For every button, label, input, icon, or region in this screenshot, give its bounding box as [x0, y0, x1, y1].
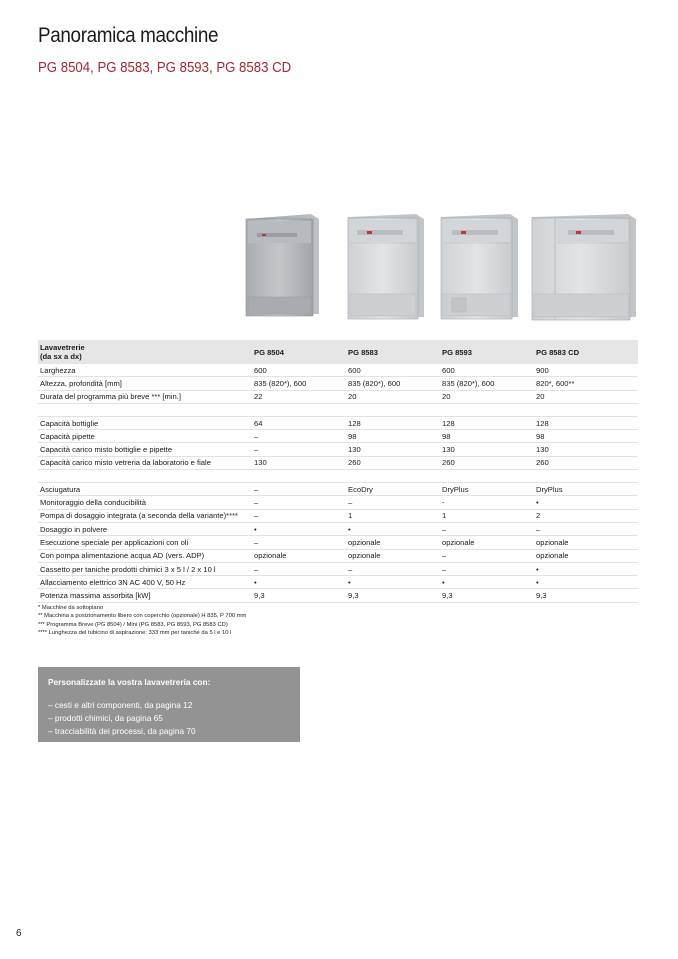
cell-value: •	[252, 576, 346, 589]
machine-pg8583cd	[532, 214, 636, 320]
cell-value: 130	[346, 443, 440, 456]
cell-value: •	[534, 562, 638, 575]
cell-value: 600	[252, 364, 346, 377]
cell-value: 9,3	[440, 589, 534, 602]
row-label: Con pompa alimentazione acqua AD (vers. ADP)	[38, 549, 252, 562]
cell-value: –	[252, 509, 346, 522]
table-row	[38, 522, 638, 535]
cell-value: •	[440, 576, 534, 589]
cell-value: 22	[252, 390, 346, 403]
table-row	[38, 364, 638, 377]
row-label: Esecuzione speciale per applicazioni con oli	[38, 536, 252, 549]
footnotes	[38, 604, 246, 637]
cell-value: •	[346, 522, 440, 535]
cell-value: 1	[440, 509, 534, 522]
table-row	[38, 456, 638, 469]
machine-pg8504	[246, 214, 319, 316]
row-label: Monitoraggio della conducibilità	[38, 496, 252, 509]
cell-value: 900	[534, 364, 638, 377]
table-row	[38, 377, 638, 390]
row-label: Cassetto per taniche prodotti chimici 3 x 5 l / 2 x 10 l	[38, 562, 252, 575]
cell-value: 9,3	[346, 589, 440, 602]
table-row	[38, 496, 638, 509]
cell-value: –	[346, 562, 440, 575]
customization-heading: Personalizzate la vostra lavavetreria con:	[48, 677, 211, 687]
cell-value: 130	[252, 456, 346, 469]
cell-value: 20	[534, 390, 638, 403]
table-row	[38, 562, 638, 575]
customization-item: – cesti e altri componenti, da pagina 12	[48, 700, 193, 710]
cell-value: opzionale	[346, 549, 440, 562]
cell-value: 64	[252, 416, 346, 429]
cell-value: 260	[440, 456, 534, 469]
table-row	[38, 576, 638, 589]
cell-value: 260	[346, 456, 440, 469]
footnote: ** Macchina a posizionamento libero con coperchio (opzionale) H 835, P 700 mm	[38, 613, 247, 620]
page-subtitle: PG 8504, PG 8583, PG 8593, PG 8583 CD	[38, 59, 292, 76]
cell-value: 20	[346, 390, 440, 403]
row-label: Pompa di dosaggio integrata (a seconda della variante)****	[38, 509, 252, 522]
row-label: Potenza massima assorbita [kW]	[38, 589, 252, 602]
customization-item: – prodotti chimici, da pagina 65	[48, 713, 163, 723]
table-row	[38, 390, 638, 403]
table-row	[38, 589, 638, 602]
cell-value: –	[252, 430, 346, 443]
row-label: Durata del programma più breve *** [min.]	[38, 390, 252, 403]
cell-value: •	[252, 522, 346, 535]
row-label: Capacità carico misto vetreria da laboratorio e fiale	[38, 456, 252, 469]
header-cell: PG 8583 CD	[534, 340, 638, 364]
cell-value: opzionale	[440, 536, 534, 549]
cell-value: 600	[346, 364, 440, 377]
row-label: Asciugatura	[38, 483, 252, 496]
machine-pg8583	[348, 214, 424, 319]
table-group-spacer	[38, 470, 638, 483]
machine-pg8593	[441, 214, 518, 319]
cell-value: 835 (820*), 600	[440, 377, 534, 390]
header-cell: PG 8593	[440, 340, 534, 364]
customization-box	[38, 667, 300, 742]
table-row	[38, 430, 638, 443]
row-label: Larghezza	[38, 364, 252, 377]
row-label: Capacità pipette	[38, 430, 252, 443]
page-number: 6	[16, 928, 22, 939]
cell-value: –	[252, 483, 346, 496]
row-label: Dosaggio in polvere	[38, 522, 252, 535]
cell-value: opzionale	[534, 549, 638, 562]
cell-value: 835 (820*), 600	[346, 377, 440, 390]
cell-value: 128	[534, 416, 638, 429]
cell-value: –	[534, 522, 638, 535]
cell-value: 1	[346, 509, 440, 522]
cell-value: DryPlus	[534, 483, 638, 496]
table-row	[38, 483, 638, 496]
cell-value: opzionale	[346, 536, 440, 549]
header-cell: Lavavetrerie (da sx a dx)	[38, 340, 252, 364]
cell-value: EcoDry	[346, 483, 440, 496]
cell-value: 128	[440, 416, 534, 429]
table-row	[38, 549, 638, 562]
row-label: Altezza, profondità [mm]	[38, 377, 252, 390]
machines-illustration	[0, 0, 678, 340]
cell-value: •	[346, 576, 440, 589]
cell-value: 130	[440, 443, 534, 456]
cell-value: 98	[534, 430, 638, 443]
cell-value: opzionale	[252, 549, 346, 562]
table-row	[38, 536, 638, 549]
table-row	[38, 443, 638, 456]
cell-value: –	[440, 522, 534, 535]
cell-value: •	[534, 496, 638, 509]
footnote: * Macchine da sottopiano	[38, 605, 104, 611]
header-cell: PG 8504	[252, 340, 346, 364]
cell-value: –	[440, 562, 534, 575]
cell-value: 98	[346, 430, 440, 443]
cell-value: 128	[346, 416, 440, 429]
row-label: Capacità carico misto bottiglie e pipette	[38, 443, 252, 456]
cell-value: 835 (820*), 600	[252, 377, 346, 390]
row-label: Capacità bottiglie	[38, 416, 252, 429]
cell-value: –	[252, 562, 346, 575]
cell-value: -	[440, 496, 534, 509]
customization-item: – tracciabilità dei processi, da pagina 70	[48, 726, 196, 736]
header-cell: PG 8583	[346, 340, 440, 364]
cell-value: –	[252, 443, 346, 456]
table-row	[38, 416, 638, 429]
cell-value: 130	[534, 443, 638, 456]
cell-value: –	[252, 496, 346, 509]
spec-table	[38, 340, 638, 603]
table-row	[38, 509, 638, 522]
cell-value: opzionale	[534, 536, 638, 549]
cell-value: 98	[440, 430, 534, 443]
table-group-spacer	[38, 403, 638, 416]
cell-value: –	[346, 496, 440, 509]
cell-value: 9,3	[534, 589, 638, 602]
cell-value: 600	[440, 364, 534, 377]
cell-value: –	[252, 536, 346, 549]
cell-value: 20	[440, 390, 534, 403]
footnote: **** Lunghezza del tubicino di aspirazione: 333 mm per taniche da 5 l e 10 l	[38, 629, 232, 636]
cell-value: –	[440, 549, 534, 562]
cell-value: 9,3	[252, 589, 346, 602]
cell-value: 2	[534, 509, 638, 522]
cell-value: •	[534, 576, 638, 589]
table-header-row	[38, 340, 638, 364]
row-label: Allacciamento elettrico 3N AC 400 V, 50 Hz	[38, 576, 252, 589]
footnote: *** Programma Breve (PG 8504) / Mini (PG 8583, PG 8593, PG 8583 CD)	[38, 621, 228, 628]
cell-value: 260	[534, 456, 638, 469]
cell-value: 820*, 600**	[534, 377, 638, 390]
page-title: Panoramica macchine	[38, 24, 219, 47]
cell-value: DryPlus	[440, 483, 534, 496]
